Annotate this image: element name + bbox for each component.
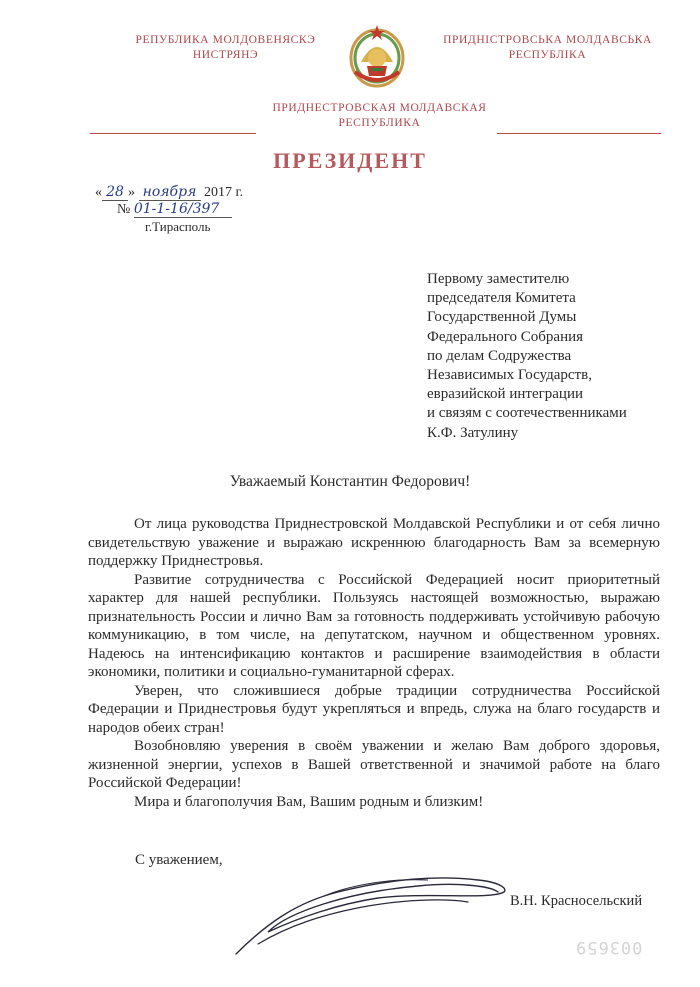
addressee-block xyxy=(427,270,627,443)
letterhead-right-line1: ПРИДНІСТРОВСЬКА МОЛДАВСЬКА xyxy=(443,34,652,46)
date-line: « 28 » ноября 2017 г. xyxy=(95,184,244,200)
addressee-line: евразийской интеграции xyxy=(427,386,583,403)
stamp-number: 003659 xyxy=(575,937,643,957)
document-number-line xyxy=(117,201,232,218)
signer-name: В.Н. Красносельский xyxy=(510,893,643,909)
letterhead-right xyxy=(440,33,655,63)
letterhead-center-line2: РЕСПУБЛИКА xyxy=(338,117,421,129)
addressee-line: К.Ф. Затулину xyxy=(427,424,519,441)
letterhead-left xyxy=(128,33,323,63)
letterhead-center-line1: ПРИДНЕСТРОВСКАЯ МОЛДАВСКАЯ xyxy=(272,102,487,114)
salutation: Уважаемый Константин Федорович! xyxy=(229,473,471,490)
paragraph: Развитие сотрудничества с Российской Федерацией носит приоритетный характер для нашей республики. Пользуясь настоящей возможностью, выражаю признательность России и лично Вам за готовность поддерживать устойчивую рабочую коммуникацию, в том числе, на депутатском, научном и общественном уровнях. Надеюсь на интенсификацию контактов и расширение взаимодействия в области экономики, политики и социально-гуманитарной сферах. xyxy=(88,571,660,680)
addressee-line: по делам Содружества xyxy=(427,347,572,364)
addressee-line: Государственной Думы xyxy=(427,309,577,326)
divider-left xyxy=(90,133,256,134)
date-day: 28 xyxy=(102,184,128,201)
divider-right xyxy=(497,133,661,134)
addressee-line: и связям с соотечественниками xyxy=(427,405,627,422)
addressee-line: Первому заместителю xyxy=(427,271,570,287)
paragraph: Возобновляю уверения в своём уважении и желаю Вам доброго здоровья, жизненной энергии, успехов в Вашей ответственной и значимой работе на благо Российской Федерации! xyxy=(88,738,660,791)
addressee-line: Федерального Собрания xyxy=(427,328,584,345)
letter-body xyxy=(88,515,660,811)
date-month: ноября xyxy=(139,184,201,201)
state-emblem-icon xyxy=(345,22,409,90)
paragraph: Уверен, что сложившиеся добрые традиции сотрудничества Российской Федерации и Приднестровья будут укрепляться и впредь, служа на благо государств и народов обеих стран! xyxy=(88,682,660,736)
addressee-line: председателя Комитета xyxy=(427,290,576,307)
signature-icon xyxy=(228,862,518,962)
paragraph: От лица руководства Приднестровской Молдавской Республики и от себя лично свидетельствую уважение и выражаю искреннюю благодарность Вам за всемерную поддержку Приднестровья. xyxy=(88,516,660,569)
paragraph: Мира и благополучия Вам, Вашим родным и близким! xyxy=(134,793,484,810)
letterhead-center xyxy=(262,101,497,131)
letterhead-left-line2: НИСТРЯНЭ xyxy=(192,49,259,61)
date-year: 2017 г. xyxy=(204,185,244,200)
letterhead-left-line1: РЕПУБЛИКА МОЛДОВЕНЯСКЭ xyxy=(135,34,316,46)
number-label: № xyxy=(117,202,131,217)
city: г.Тирасполь xyxy=(145,219,211,234)
letterhead-right-line2: РЕСПУБЛІКА xyxy=(508,49,587,61)
addressee-line: Независимых Государств, xyxy=(427,367,592,384)
document-title: ПРЕЗИДЕНТ xyxy=(273,148,427,173)
closing: С уважением, xyxy=(135,852,223,868)
document-number: 01-1-16/397 xyxy=(134,201,232,218)
